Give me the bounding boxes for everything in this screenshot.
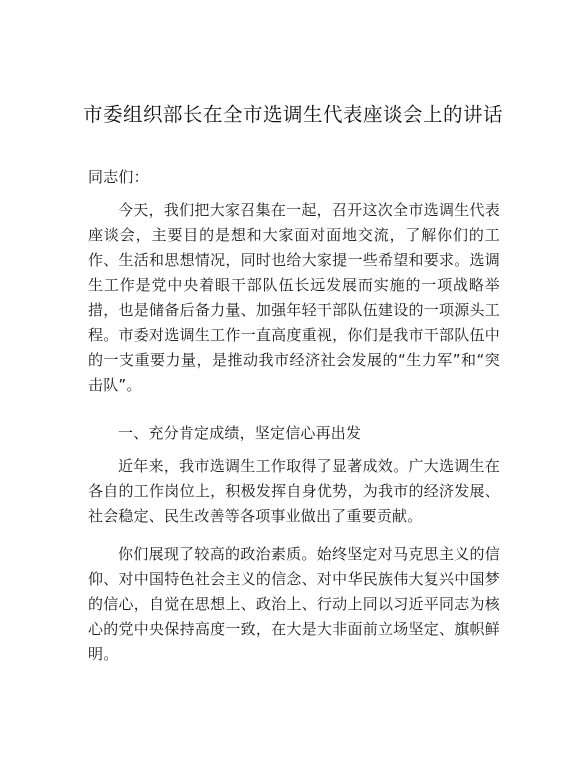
paragraph-achievements: 近年来，我市选调生工作取得了显著成效。广大选调生在各自的工作岗位上，积极发挥自身优势，为我市的经济发展、社会稳定、民生改善等各项事业做出了重要贡献。	[88, 457, 500, 525]
paragraph-intro: 今天，我们把大家召集在一起，召开这次全市选调生代表座谈会，主要目的是想和大家面对面地交流，了解你们的工作、生活和思想情况，同时也给大家提一些希望和要求。选调生工作是党中央着眼干部队伍长远发展而实施的一项战略举措，也是储备后备力量、加强年轻干部队伍建设的一项源头工程。市委对选调生工作一直高度重视，你们是我市干部队伍中的一支重要力量，是推动我市经济社会发展的“生力军”和“突击队”。	[88, 201, 500, 394]
paragraph-political-quality: 你们展现了较高的政治素质。始终坚定对马克思主义的信仰、对中国特色社会主义的信念、对中华民族伟大复兴中国梦的信心，自觉在思想上、政治上、行动上同以习近平同志为核心的党中央保持高度一致，在大是大非面前立场坚定、旗帜鲜明。	[88, 545, 500, 663]
section-heading: 一、充分肯定成绩，坚定信心再出发	[118, 424, 362, 442]
greeting: 同志们：	[88, 168, 149, 186]
document-title: 市委组织部长在全市选调生代表座谈会上的讲话	[82, 103, 503, 126]
